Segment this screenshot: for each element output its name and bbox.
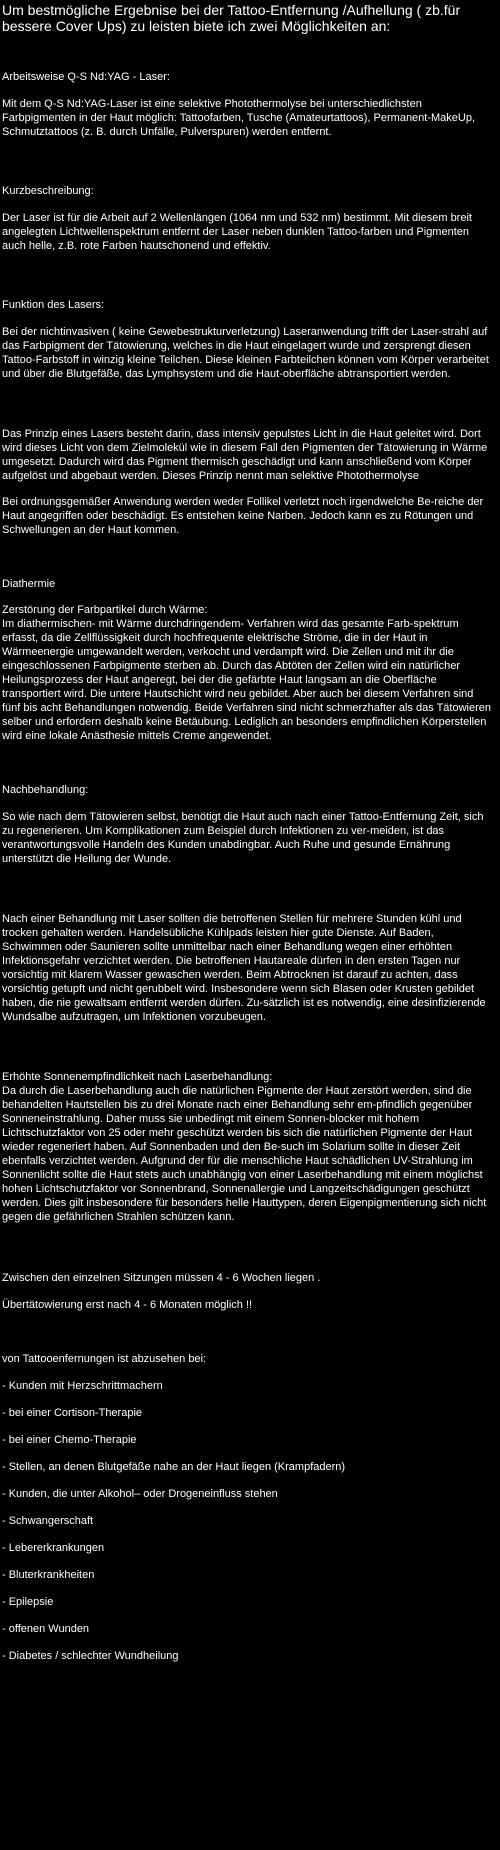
list-item: - Diabetes / schlechter Wundheilung: [2, 1650, 179, 1662]
contraindications-heading: von Tattooenfernungen ist abzusehen bei:: [2, 1353, 207, 1365]
laser-heading: Arbeitsweise Q-S Nd:YAG - Laser:: [2, 71, 170, 83]
laser-function-text: Bei der nichtinvasiven ( keine Gewebestrukturverletzung) Laseranwendung trifft der Laser-strahl auf das Farbpigment der Tätowierung, welches in die Haut eingelagert wurde und zersprengt diesen Tattoo-Farbstoff in winzig kleine Teilchen. Diese kleinen Farbteilchen können vom Körper verarbeitet und über die Blutgefäße, das Lymphsystem und die Haut-oberfläche abtransportiert werden.: [2, 326, 489, 380]
list-item: - Bluterkrankheiten: [2, 1569, 95, 1581]
list-item: - offenen Wunden: [2, 1623, 90, 1635]
list-item: - Kunden, die unter Alkohol– oder Drogeneinfluss stehen: [2, 1488, 278, 1500]
list-item: - Lebererkrankungen: [2, 1542, 105, 1554]
aftercare-text: So wie nach dem Tätowieren selbst, benötigt die Haut auch nach einer Tattoo-Entfernung Zeit, sich zu regenerieren. Um Komplikationen zum Beispiel durch Infektionen zu ver-meiden, ist das verantwortungsvolle Handeln des Kunden unabdingbar. Auch Ruhe und gesunde Ernährung unterstützt die Heilung der Wunde.: [2, 811, 484, 865]
list-item: - bei einer Chemo-Therapie: [2, 1434, 137, 1446]
aftercare-heading: Nachbehandlung:: [2, 784, 89, 796]
list-item: - Epilepsie: [2, 1596, 54, 1608]
short-description-heading: Kurzbeschreibung:: [2, 185, 94, 197]
diathermie-text: Zerstörung der Farbpartikel durch Wärme: Im diathermischen- mit Wärme durchdringendem- Verfahren wird das gesamte Farb-spektrum erfasst, da die Zellflüssigkeit durch hochfrequente elektrische Ströme, die in der Haut in Wärmeenergie umgewandelt werden, verkocht und verdampft wird. Die Zellen und mit ihr die eingeschlossenen Farbpigmente sterben ab. Durch das Abtöten der Zellen wird ein natürlicher Heilungsprozess der Haut angeregt, bei der die gefärbte Haut langsam an die Oberfläche transportiert wird. Die untere Hautschicht wird neu gebildet. Aber auch bei diesem Verfahren sind fünf bis acht Behandlungen notwendig. Beide Verfahren sind nicht schmerzhafter als das Tätowieren selber und erfordern deshalb keine Betäubung. Lediglich an besonders empfindlichen Körperstellen wird eine lokale Anästhesie mittels Creme angewendet.: [2, 604, 491, 742]
sun-sensitivity-text: Erhöhte Sonnenempfindlichkeit nach Laserbehandlung: Da durch die Laserbehandlung auch die natürlichen Pigmente der Haut zerstört werden, sind die behandelten Hautstellen bis zu drei Monate nach einer Behandlung sehr em-pfindlich gegenüber Sonneneinstrahlung. Daher muss sie unbedingt mit einem Sonnen-blocker mit hohem Lichtschutzfaktor von 25 oder mehr geschützt werden bis sich die natürlichen Pigmente der Haut wieder regeneriert haben. Auf Sonnenbaden und den Be-such im Solarium sollte in dieser Zeit ebenfalls verzichtet werden. Aufgrund der für die menschliche Haut schädlichen UV-Strahlung im Sonnenlicht sollte die Haut stets auch unabhängig von einer Laserbehandlung mit einem möglichst hohen Lichtschutzfaktor vor Sonnenbrand, Sonnenallergie und Langzeitschädigungen geschützt werden. Dies gilt insbesondere für besonders helle Hauttypen, deren Eigenpigmentierung sich nicht gegen die gefährlichen Strahlen schützen kann.: [2, 1071, 487, 1223]
list-item: - Kunden mit Herzschrittmachern: [2, 1380, 163, 1392]
list-item: - bei einer Cortison-Therapie: [2, 1407, 143, 1419]
laser-safety-text: Bei ordnungsgemäßer Anwendung werden weder Follikel verletzt noch irgendwelche Be-reiche der Haut angegriffen oder beschädigt. Es entstehen keine Narben. Jedoch kann es zu Rötungen und Schwellungen an der Haut kommen.: [2, 496, 484, 536]
laser-principle-text: Das Prinzip eines Lasers besteht darin, dass intensiv gepulstes Licht in die Haut geleitet wird. Dort wird dieses Licht von dem Zielmolekül wie in diesem Fall den Pigmenten der Tätowierung in Wärme umgesetzt. Dadurch wird das Pigment thermisch geschädigt und kann anschließend vom Körper aufgelöst und abgebaut werden. Dieses Prinzip nennt man selektive Photothermolyse: [2, 428, 488, 482]
aftercare-laser-text: Nach einer Behandlung mit Laser sollten die betroffenen Stellen für mehrere Stunden kühl und trocken gehalten werden. Handelsübliche Kühlpads leisten hier gute Dienste. Auf Baden, Schwimmen oder Saunieren sollte unmittelbar nach einer Behandlung wegen einer erhöhten Infektionsgefahr verzichtet werden. Die betroffenen Hautareale dürfen in den ersten Tagen nur vorsichtig mit klarem Wasser gewaschen werden. Beim Abtrocknen ist darauf zu achten, dass vorsichtig getupft und nicht gerubbelt wird. Insbesondere wenn sich Blasen oder Krusten gebildet haben, die nie gewaltsam entfernt werden dürfen. Zu-sätzlich ist es notwendig, eine desinfizierende Wundsalbe aufzutragen, um Infektionen vorzubeugen.: [2, 913, 486, 1023]
contraindications-list: [2, 1379, 494, 1663]
laser-function-heading: Funktion des Lasers:: [2, 299, 105, 311]
list-item: - Schwangerschaft: [2, 1515, 94, 1527]
short-description-text: Der Laser ist für die Arbeit auf 2 Wellenlängen (1064 nm und 532 nm) bestimmt. Mit diesem breit angelegten Lichtwellenspektrum entfernt der Laser neben dunklen Tattoo-farben und Pigmenten auch helle, z.B. rote Farben hautschonend und effektiv.: [2, 212, 472, 252]
list-item: - Stellen, an denen Blutgefäße nahe an der Haut liegen (Krampfadern): [2, 1461, 346, 1473]
intro-text: Um bestmögliche Ergebnise bei der Tattoo-Entfernung /Aufhellung ( zb.für bessere Cover Ups) zu leisten biete ich zwei Möglichkeiten an:: [2, 2, 461, 34]
laser-text: Mit dem Q-S Nd:YAG-Laser ist eine selektive Photothermolyse bei unterschiedlichsten Farbpigmenten in der Haut möglich: Tattoofarben, Tusche (Amateurtattoos), Permanent-MakeUp, Schmutztattoos (z. B. durch Unfälle, Pulverspuren) werden entfernt.: [2, 98, 476, 138]
diathermie-heading: Diathermie: [2, 578, 56, 590]
overtattoo-text: Übertätowierung erst nach 4 - 6 Monaten möglich !!: [2, 1299, 253, 1311]
session-interval-text: Zwischen den einzelnen Sitzungen müssen 4 - 6 Wochen liegen .: [2, 1272, 321, 1284]
